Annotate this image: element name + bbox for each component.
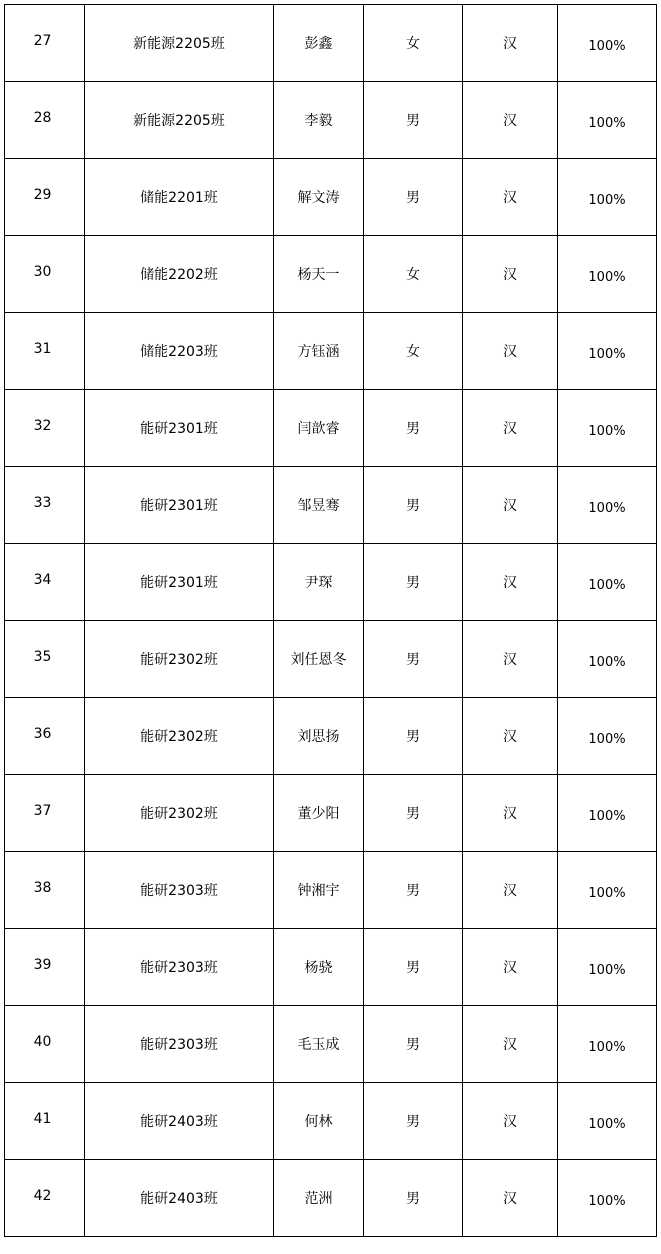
row-number-cell: [5, 236, 85, 313]
student-name-cell: [274, 1160, 364, 1237]
rate-cell-text: 100%: [588, 809, 626, 824]
rate-cell: [558, 1160, 657, 1237]
student-table-body: [5, 5, 657, 1237]
student-name-cell: [274, 5, 364, 82]
student-name-cell: [274, 1083, 364, 1160]
gender-cell: [364, 82, 463, 159]
class-cell-text: 新能源2205班: [133, 36, 225, 52]
gender-cell-text: 男: [406, 1191, 420, 1207]
row-number-cell: [5, 1083, 85, 1160]
ethnicity-cell-text: 汉: [503, 1191, 517, 1207]
class-cell-text: 能研2302班: [140, 806, 218, 822]
row-number-cell-text: 28: [33, 110, 52, 126]
student-name-cell-text: 解文涛: [297, 190, 340, 206]
ethnicity-cell-text: 汉: [503, 1037, 517, 1053]
ethnicity-cell-text: 汉: [503, 498, 517, 514]
row-number-cell-text: 30: [33, 264, 52, 280]
ethnicity-cell-text: 汉: [503, 652, 517, 668]
class-cell: [85, 852, 274, 929]
student-name-cell-text: 范洲: [304, 1191, 333, 1207]
gender-cell: [364, 236, 463, 313]
student-name-cell-text: 何林: [304, 1114, 333, 1130]
rate-cell: [558, 775, 657, 852]
gender-cell: [364, 544, 463, 621]
gender-cell-text: 男: [406, 960, 420, 976]
row-number-cell-text: 29: [33, 187, 52, 203]
gender-cell-text: 男: [406, 575, 420, 591]
class-cell: [85, 1160, 274, 1237]
table-row: [5, 698, 657, 775]
ethnicity-cell-text: 汉: [503, 267, 517, 283]
table-row: [5, 852, 657, 929]
row-number-cell: [5, 775, 85, 852]
rate-cell: [558, 82, 657, 159]
ethnicity-cell: [463, 852, 558, 929]
gender-cell: [364, 698, 463, 775]
gender-cell-text: 男: [406, 113, 420, 129]
rate-cell-text: 100%: [588, 732, 626, 747]
ethnicity-cell: [463, 698, 558, 775]
student-name-cell-text: 刘思扬: [297, 729, 340, 745]
class-cell-text: 能研2301班: [140, 421, 218, 437]
table-row: [5, 82, 657, 159]
student-name-cell: [274, 621, 364, 698]
class-cell-text: 储能2202班: [140, 267, 218, 283]
row-number-cell: [5, 698, 85, 775]
class-cell: [85, 544, 274, 621]
table-row: [5, 775, 657, 852]
ethnicity-cell: [463, 775, 558, 852]
class-cell-text: 能研2303班: [140, 883, 218, 899]
row-number-cell-text: 33: [33, 495, 52, 511]
rate-cell: [558, 313, 657, 390]
rate-cell: [558, 544, 657, 621]
rate-cell: [558, 1083, 657, 1160]
row-number-cell-text: 38: [33, 880, 52, 896]
gender-cell: [364, 852, 463, 929]
gender-cell-text: 男: [406, 806, 420, 822]
rate-cell-text: 100%: [588, 193, 626, 208]
row-number-cell-text: 35: [33, 649, 52, 665]
rate-cell: [558, 1006, 657, 1083]
student-table-sheet: [4, 4, 657, 1237]
row-number-cell-text: 39: [33, 957, 52, 973]
row-number-cell-text: 32: [33, 418, 52, 434]
row-number-cell-text: 36: [33, 726, 52, 742]
class-cell: [85, 698, 274, 775]
student-name-cell-text: 李毅: [304, 113, 333, 129]
row-number-cell: [5, 5, 85, 82]
gender-cell-text: 男: [406, 1114, 420, 1130]
table-row: [5, 621, 657, 698]
rate-cell: [558, 5, 657, 82]
table-row: [5, 1083, 657, 1160]
gender-cell: [364, 1160, 463, 1237]
gender-cell-text: 男: [406, 729, 420, 745]
ethnicity-cell-text: 汉: [503, 36, 517, 52]
ethnicity-cell: [463, 313, 558, 390]
gender-cell: [364, 1006, 463, 1083]
student-name-cell: [274, 544, 364, 621]
row-number-cell-text: 27: [33, 33, 52, 49]
ethnicity-cell: [463, 929, 558, 1006]
row-number-cell: [5, 1160, 85, 1237]
rate-cell-text: 100%: [588, 501, 626, 516]
student-name-cell: [274, 929, 364, 1006]
class-cell: [85, 929, 274, 1006]
gender-cell: [364, 929, 463, 1006]
ethnicity-cell: [463, 390, 558, 467]
gender-cell-text: 男: [406, 652, 420, 668]
table-row: [5, 313, 657, 390]
rate-cell: [558, 621, 657, 698]
class-cell-text: 能研2302班: [140, 729, 218, 745]
class-cell: [85, 1083, 274, 1160]
row-number-cell-text: 42: [33, 1188, 52, 1204]
student-name-cell-text: 钟湘宇: [297, 883, 340, 899]
row-number-cell-text: 37: [33, 803, 52, 819]
class-cell-text: 储能2201班: [140, 190, 218, 206]
table-row: [5, 1006, 657, 1083]
class-cell-text: 能研2301班: [140, 498, 218, 514]
row-number-cell: [5, 313, 85, 390]
rate-cell-text: 100%: [588, 270, 626, 285]
class-cell-text: 储能2203班: [140, 344, 218, 360]
row-number-cell: [5, 159, 85, 236]
class-cell: [85, 313, 274, 390]
rate-cell-text: 100%: [588, 116, 626, 131]
row-number-cell: [5, 82, 85, 159]
ethnicity-cell-text: 汉: [503, 344, 517, 360]
class-cell-text: 能研2303班: [140, 1037, 218, 1053]
gender-cell: [364, 313, 463, 390]
student-name-cell: [274, 698, 364, 775]
gender-cell: [364, 621, 463, 698]
table-row: [5, 5, 657, 82]
row-number-cell-text: 40: [33, 1034, 52, 1050]
student-name-cell-text: 杨天一: [297, 267, 340, 283]
rate-cell-text: 100%: [588, 1194, 626, 1209]
row-number-cell: [5, 1006, 85, 1083]
ethnicity-cell: [463, 621, 558, 698]
rate-cell: [558, 467, 657, 544]
ethnicity-cell: [463, 1006, 558, 1083]
student-table: [4, 4, 657, 1237]
rate-cell-text: 100%: [588, 1117, 626, 1132]
student-name-cell: [274, 236, 364, 313]
student-name-cell-text: 毛玉成: [297, 1037, 340, 1053]
ethnicity-cell: [463, 5, 558, 82]
rate-cell-text: 100%: [588, 347, 626, 362]
class-cell: [85, 236, 274, 313]
ethnicity-cell: [463, 467, 558, 544]
ethnicity-cell-text: 汉: [503, 729, 517, 745]
ethnicity-cell-text: 汉: [503, 190, 517, 206]
rate-cell-text: 100%: [588, 39, 626, 54]
student-name-cell-text: 尹琛: [304, 575, 333, 591]
ethnicity-cell-text: 汉: [503, 806, 517, 822]
row-number-cell: [5, 390, 85, 467]
ethnicity-cell: [463, 1160, 558, 1237]
gender-cell: [364, 1083, 463, 1160]
gender-cell-text: 男: [406, 498, 420, 514]
ethnicity-cell-text: 汉: [503, 113, 517, 129]
row-number-cell: [5, 929, 85, 1006]
student-name-cell: [274, 852, 364, 929]
rate-cell: [558, 698, 657, 775]
gender-cell: [364, 390, 463, 467]
ethnicity-cell-text: 汉: [503, 883, 517, 899]
student-name-cell-text: 闫歆睿: [297, 421, 340, 437]
table-row: [5, 390, 657, 467]
student-name-cell-text: 董少阳: [297, 806, 340, 822]
ethnicity-cell-text: 汉: [503, 1114, 517, 1130]
student-name-cell-text: 杨骁: [304, 960, 333, 976]
rate-cell-text: 100%: [588, 578, 626, 593]
rate-cell: [558, 390, 657, 467]
ethnicity-cell: [463, 544, 558, 621]
ethnicity-cell: [463, 159, 558, 236]
rate-cell: [558, 929, 657, 1006]
ethnicity-cell: [463, 236, 558, 313]
gender-cell: [364, 775, 463, 852]
ethnicity-cell: [463, 82, 558, 159]
class-cell-text: 能研2403班: [140, 1191, 218, 1207]
gender-cell: [364, 159, 463, 236]
ethnicity-cell-text: 汉: [503, 960, 517, 976]
row-number-cell-text: 41: [33, 1111, 52, 1127]
student-name-cell-text: 邹昱骞: [297, 498, 340, 514]
student-name-cell: [274, 775, 364, 852]
student-name-cell: [274, 390, 364, 467]
row-number-cell: [5, 467, 85, 544]
class-cell: [85, 1006, 274, 1083]
table-row: [5, 236, 657, 313]
class-cell-text: 新能源2205班: [133, 113, 225, 129]
row-number-cell-text: 31: [33, 341, 52, 357]
class-cell-text: 能研2301班: [140, 575, 218, 591]
gender-cell-text: 男: [406, 190, 420, 206]
student-name-cell: [274, 159, 364, 236]
class-cell-text: 能研2303班: [140, 960, 218, 976]
class-cell: [85, 775, 274, 852]
class-cell-text: 能研2302班: [140, 652, 218, 668]
row-number-cell: [5, 621, 85, 698]
row-number-cell: [5, 852, 85, 929]
gender-cell-text: 女: [406, 36, 420, 52]
gender-cell-text: 男: [406, 421, 420, 437]
student-name-cell: [274, 467, 364, 544]
student-name-cell: [274, 1006, 364, 1083]
student-name-cell: [274, 313, 364, 390]
row-number-cell: [5, 544, 85, 621]
student-name-cell-text: 方钰涵: [297, 344, 340, 360]
class-cell: [85, 5, 274, 82]
class-cell: [85, 621, 274, 698]
student-name-cell-text: 彭鑫: [304, 36, 333, 52]
ethnicity-cell-text: 汉: [503, 421, 517, 437]
class-cell: [85, 82, 274, 159]
rate-cell-text: 100%: [588, 1040, 626, 1055]
gender-cell-text: 女: [406, 344, 420, 360]
gender-cell-text: 男: [406, 883, 420, 899]
gender-cell: [364, 467, 463, 544]
rate-cell: [558, 159, 657, 236]
ethnicity-cell-text: 汉: [503, 575, 517, 591]
gender-cell-text: 女: [406, 267, 420, 283]
class-cell: [85, 467, 274, 544]
rate-cell-text: 100%: [588, 424, 626, 439]
student-name-cell-text: 刘任恩冬: [290, 652, 347, 668]
table-row: [5, 1160, 657, 1237]
rate-cell-text: 100%: [588, 963, 626, 978]
rate-cell-text: 100%: [588, 655, 626, 670]
ethnicity-cell: [463, 1083, 558, 1160]
table-row: [5, 467, 657, 544]
student-name-cell: [274, 82, 364, 159]
table-row: [5, 159, 657, 236]
class-cell: [85, 390, 274, 467]
gender-cell: [364, 5, 463, 82]
table-row: [5, 929, 657, 1006]
table-row: [5, 544, 657, 621]
class-cell: [85, 159, 274, 236]
gender-cell-text: 男: [406, 1037, 420, 1053]
row-number-cell-text: 34: [33, 572, 52, 588]
rate-cell-text: 100%: [588, 886, 626, 901]
rate-cell: [558, 236, 657, 313]
rate-cell: [558, 852, 657, 929]
class-cell-text: 能研2403班: [140, 1114, 218, 1130]
